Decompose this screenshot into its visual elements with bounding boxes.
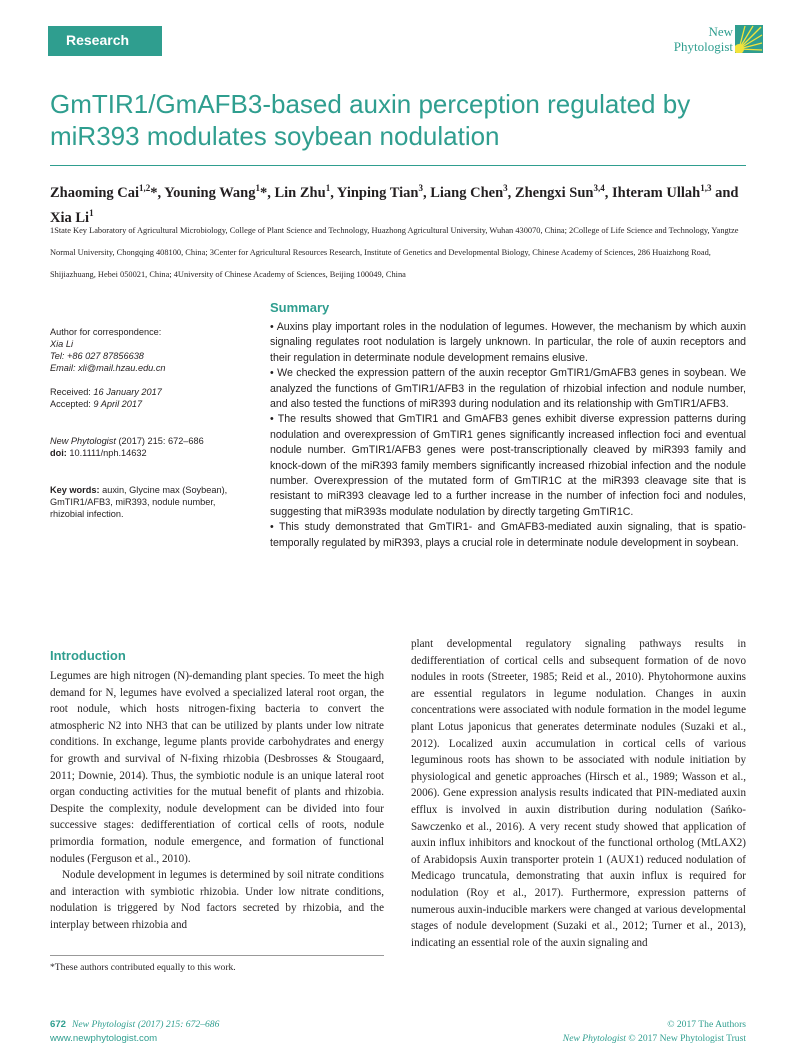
correspondence-name: Xia Li [50, 339, 73, 349]
citation: New Phytologist (2017) 215: 672–686 [50, 436, 204, 446]
journal-logo-line2: Phytologist [673, 39, 733, 54]
affiliations: 1State Key Laboratory of Agricultural Microbiology, College of Plant Science and Technology, Huazhong Agricultural University, Wuhan 430070, China; 2College of Life Science and Technology, Yangtze Normal University, Chongqing 408100, China; 3Center for Agricultural Resources Research, Institute of Genetics and Developmental Biology, Chinese Academy of Sciences, 286 Huaizhong Road, Shijiazhuang, Hebei 050021, China; 4University of Chinese Academy of Sciences, Beijing 100049, China [50, 226, 739, 279]
correspondence-label: Author for correspondence: [50, 327, 162, 337]
article-title: GmTIR1/GmAFB3-based auxin perception regulated by miR393 modulates soybean nodulation [50, 89, 691, 151]
keywords: Key words: auxin, Glycine max (Soybean), GmTIR1/AFB3, miR393, nodule number, rhizobial infection. [50, 485, 228, 519]
footer-journal: New Phytologist [72, 1019, 136, 1030]
author: Xia Li$^1$ [50, 207, 94, 226]
accepted-date: Accepted: 9 April 2017 [50, 399, 143, 409]
page-number: 672 [50, 1019, 67, 1030]
journal-sunburst-icon [735, 25, 763, 53]
body-paragraph: Nodule development in legumes is determined by soil nitrate conditions and interaction with symbiotic rhizobia. Under low nitrate conditions, nodulation is triggered by Nod factors secreted by rhizobia, and the interplay between rhizobia and [50, 869, 384, 931]
title-divider [50, 165, 746, 166]
doi[interactable]: doi: 10.1111/nph.14632 [50, 448, 147, 458]
body-column-right [411, 636, 746, 951]
introduction-heading: Introduction [50, 648, 126, 663]
author: Yinping Tian$^3$, [336, 183, 431, 201]
body-paragraph: plant developmental regulatory signaling pathways results in dedifferentiation of cortical cells and subsequent formation of de novo nodules in roots (Streeter, 1985; Reid et al., 2010). Phytohormone auxins are essential regulators in legume nodulation. Changes in auxin concentrations were associated with nodule formation in the model legume plant Lotus japonicus that generates determinate nodules (Suzaki et al., 2012). Localized auxin accumulation in cortical cells of various leguminous roots has shown to be associated with nodule initiation by physiological and genetic approaches (Hirsch et al., 1989; Wasson et al., 2006). Gene expression analysis results indicated that PIN-mediated auxin efflux is involved in auxin distribution during nodulation (Sańko-Sawczenko et al., 2016). A very recent study showed that application of auxin influx inhibitors and knockout of the functional ortholog (MtLAX2) of Arabidopsis Auxin transporter protein 1 (AUX1) reduced nodulation of Medicago truncatula, demonstrating that auxin influx is required for nodulation (Roy et al., 2017). Furthermore, expression patterns of numerous auxin-inducible markers were changed at various developmental stages of nodule development (Suzaki et al., 2012; Turner et al., 2013), indicating an essential role of the auxin signaling and [411, 638, 746, 949]
footnote-divider [50, 955, 384, 956]
article-info-sidebar [50, 326, 250, 520]
summary-bullet: • This study demonstrated that GmTIR1- and GmAFB3-mediated auxin signaling, that is spatio-temporally regulated by miR393, plays a crucial role in determinate nodule development in soybean. [270, 521, 746, 549]
body-paragraph: Legumes are high nitrogen (N)-demanding plant species. To meet the high demand for N, legumes have evolved a specialized lateral root organ, the root nodule, which hosts nitrogen-fixing bacteria to convert the atmospheric N2 into NH3 that can be utilized by plants under low nitrate conditions. In exchange, legume plants provide carbohydrates and energy for growth and survival of N-fixing rhizobia (Desbrosses & Stougaard, 2011; Downie, 2014). Thus, the symbiotic nodule is an unique lateral root organ conducting activities for the mutual benefit of plants and rhizobia. Despite the complexity, nodule development can be divided into four successive stages: dedifferentiation of cortical cells of roots, nodule primordia formation, nodule emergence, and formation of functional nodules (Ferguson et al., 2010). [50, 670, 384, 865]
author: Lin Zhu$^1$, [274, 183, 337, 201]
section-tab [48, 26, 162, 56]
received-date: Received: 16 January 2017 [50, 387, 162, 397]
summary-text [270, 320, 746, 551]
footer-left [50, 1018, 219, 1046]
copyright-trust: New Phytologist © 2017 New Phytologist Trust [562, 1033, 746, 1044]
author: Zhaoming Cai$^{1,2}$*, [50, 183, 165, 201]
footer-right [563, 1018, 746, 1046]
author: Ihteram Ullah$^{1,3}$ and [612, 183, 739, 201]
summary-bullet: • The results showed that GmTIR1 and GmAFB3 genes exhibit diverse expression patterns during nodulation and overexpression of GmTIR1 genes significantly increased inflection foci and eventual nodule number. GmTIR1/AFB3 genes were post-transcriptionally cleaved by miR393 family and knock-down of the miR393 family members significantly increased rhizobial infection and the nodule number. Overexpression of the mutated form of GmTIR1C at the miR393 cleavage site that is resistant to miR393 cleavage led to a further increase in the number of infection foci and nodules, suggesting that miR393s modulate nodulation by directly targeting GmTIR1C. [270, 413, 746, 518]
summary-bullet: • We checked the expression pattern of the auxin receptor GmTIR1/GmAFB3 genes in soybean. We analyzed the functions of GmTIR1/AFB3 in the regulation of rhizobial infection and nodule number, and also tested the functions of miR393 during nodulation and its relationship with GmTIR1/AFB3. [270, 367, 746, 411]
correspondence-tel: Tel: +86 027 87856638 [50, 351, 144, 361]
body-column-left [50, 668, 384, 934]
summary-heading: Summary [270, 300, 330, 315]
author: Zhengxi Sun$^{3,4}$, [514, 183, 612, 201]
journal-logo-text [674, 24, 733, 54]
journal-logo-line1: New [708, 24, 733, 39]
summary-bullet: • Auxins play important roles in the nodulation of legumes. However, the mechanism by which auxin signaling regulates root nodulation is largely unknown. In particular, the role of auxin receptors and their regulation in determinate nodule development remains elusive. [270, 321, 746, 364]
footnote: *These authors contributed equally to this work. [50, 962, 236, 973]
journal-link[interactable]: www.newphytologist.com [50, 1033, 158, 1044]
correspondence-email[interactable]: Email: xli@mail.hzau.edu.cn [50, 363, 166, 373]
copyright-authors: © 2017 The Authors [667, 1019, 746, 1030]
author: Youning Wang$^1$*, [164, 183, 275, 201]
section-label: Research [66, 32, 130, 48]
author: Liang Chen$^3$, [430, 183, 515, 201]
footer-citation: (2017) 215: 672–686 [137, 1019, 220, 1030]
